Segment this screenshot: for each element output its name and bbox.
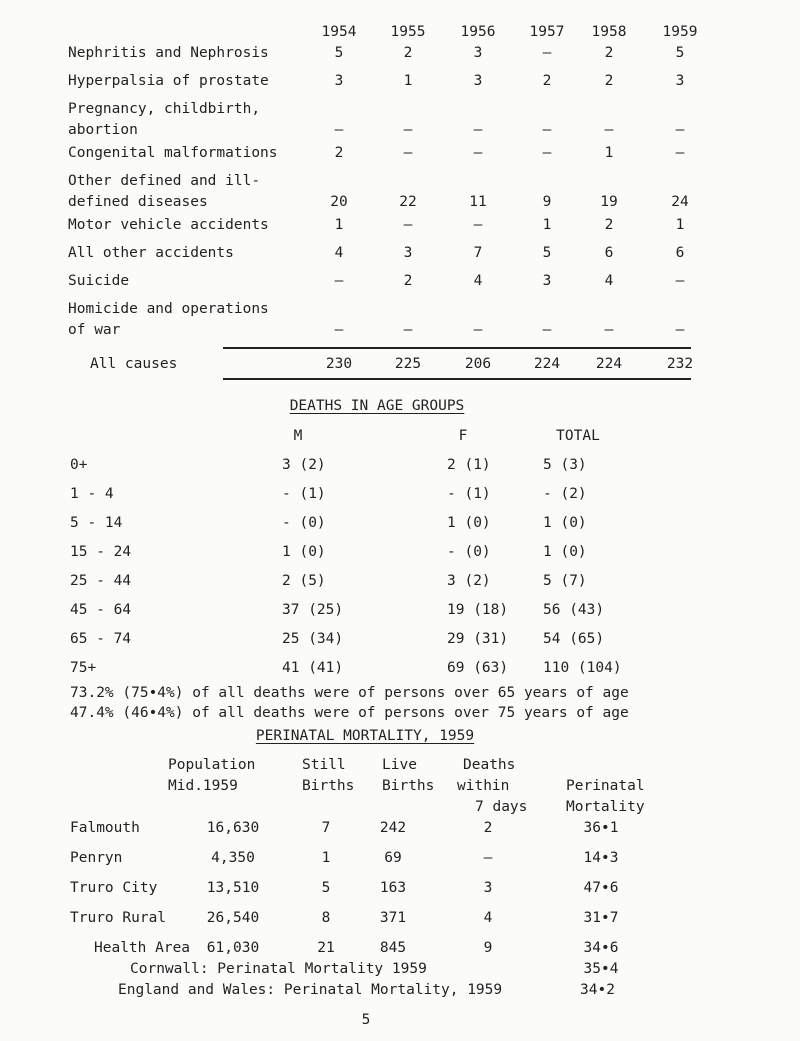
area-name: Falmouth: [70, 820, 140, 836]
england-wales-value: 34•2: [580, 982, 615, 998]
live-births: 163: [379, 880, 407, 896]
cause-value: 3: [675, 73, 685, 89]
live-births: 371: [379, 910, 407, 926]
cause-value: 2: [604, 217, 614, 233]
cause-value: 5: [675, 45, 685, 61]
cause-value: 24: [671, 194, 689, 210]
deaths-within-7-days: 4: [483, 910, 493, 926]
population: 13,510: [206, 880, 260, 896]
female-deaths: 1 (0): [447, 515, 491, 531]
cause-label: abortion: [68, 122, 138, 138]
cause-label: Congenital malformations: [68, 145, 278, 161]
cause-value: –: [334, 273, 344, 289]
cause-value: –: [675, 145, 685, 161]
cause-value: –: [542, 322, 552, 338]
still-births: 1: [321, 850, 331, 866]
total-deaths: 1 (0): [543, 515, 587, 531]
cause-value: 3: [473, 73, 483, 89]
cause-value: –: [403, 122, 413, 138]
perinatal-rate: 36•1: [583, 820, 619, 836]
male-deaths: 3 (2): [282, 457, 326, 473]
deaths-within-7-days: 3: [483, 880, 493, 896]
female-deaths: 69 (63): [447, 660, 509, 676]
still-births: 5: [321, 880, 331, 896]
population: 4,350: [211, 850, 255, 866]
header-female: F: [458, 428, 468, 444]
cause-value: 2: [403, 45, 413, 61]
header-deaths: within: [457, 778, 510, 794]
header-male: M: [293, 428, 303, 444]
cause-value: –: [675, 122, 685, 138]
age-band: 1 - 4: [70, 486, 114, 502]
male-deaths: 2 (5): [282, 573, 326, 589]
cause-value: 20: [330, 194, 348, 210]
cause-value: –: [604, 122, 614, 138]
deaths-within-7-days: 2: [483, 820, 493, 836]
header-still-births: Births: [302, 778, 355, 794]
cause-value: –: [473, 122, 483, 138]
total-deaths: 54 (65): [543, 631, 605, 647]
cause-value: 3: [542, 273, 552, 289]
cause-value: 6: [675, 245, 685, 261]
still-births: 8: [321, 910, 331, 926]
cause-value: 2: [542, 73, 552, 89]
header-deaths: Deaths: [463, 757, 516, 773]
cause-label: of war: [68, 322, 121, 338]
header-population: Mid.1959: [168, 778, 238, 794]
cause-value: 19: [600, 194, 618, 210]
cause-label: defined diseases: [68, 194, 208, 210]
cause-value: 1: [675, 217, 685, 233]
cause-value: 2: [403, 273, 413, 289]
england-wales-label: England and Wales: Perinatal Mortality, 1959: [118, 982, 503, 998]
cause-value: 4: [604, 273, 614, 289]
cause-value: 5: [334, 45, 344, 61]
perinatal-rate: 47•6: [583, 880, 619, 896]
male-deaths: 25 (34): [282, 631, 344, 647]
cause-label: Pregnancy, childbirth,: [68, 101, 261, 117]
cornwall-value: 35•4: [583, 961, 619, 977]
cause-value: 1: [403, 73, 413, 89]
cause-value: 22: [399, 194, 417, 210]
perinatal-title: PERINATAL MORTALITY, 1959: [255, 728, 475, 744]
total-bottom-rule: [223, 378, 691, 380]
cause-value: 11: [469, 194, 487, 210]
still-births: 21: [317, 940, 335, 956]
header-live-births: Births: [382, 778, 435, 794]
cause-value: –: [675, 322, 685, 338]
male-deaths: - (1): [282, 486, 326, 502]
total-deaths: 56 (43): [543, 602, 605, 618]
male-deaths: 1 (0): [282, 544, 326, 560]
cause-value: –: [334, 322, 344, 338]
cause-value: –: [403, 145, 413, 161]
cause-value: 1: [604, 145, 614, 161]
cause-label: Hyperpalsia of prostate: [68, 73, 269, 89]
perinatal-rate: 34•6: [583, 940, 619, 956]
cause-value: –: [334, 122, 344, 138]
age-groups-title: DEATHS IN AGE GROUPS: [289, 398, 465, 414]
live-births: 845: [379, 940, 407, 956]
cause-value: 4: [473, 273, 483, 289]
area-name: Truro City: [70, 880, 158, 896]
female-deaths: 2 (1): [447, 457, 491, 473]
cause-value: –: [473, 145, 483, 161]
area-name: Penryn: [70, 850, 123, 866]
all-causes-value: 224: [595, 356, 623, 372]
still-births: 7: [321, 820, 331, 836]
female-deaths: - (1): [447, 486, 491, 502]
perinatal-rate: 14•3: [583, 850, 619, 866]
male-deaths: 41 (41): [282, 660, 344, 676]
age-band: 45 - 64: [70, 602, 132, 618]
year-header: 1959: [662, 24, 698, 40]
cause-value: –: [604, 322, 614, 338]
area-name: Health Area: [94, 940, 191, 956]
total-deaths: 110 (104): [543, 660, 622, 676]
note-over-65: 73.2% (75•4%) of all deaths were of persons over 65 years of age: [70, 685, 629, 701]
population: 61,030: [206, 940, 260, 956]
cause-value: 3: [334, 73, 344, 89]
cause-label: Motor vehicle accidents: [68, 217, 269, 233]
year-header: 1957: [529, 24, 565, 40]
cause-value: 3: [473, 45, 483, 61]
header-still-births: Still: [302, 757, 346, 773]
total-deaths: - (2): [543, 486, 587, 502]
live-births: 69: [384, 850, 402, 866]
cause-value: 3: [403, 245, 413, 261]
cause-value: –: [473, 217, 483, 233]
year-header: 1956: [460, 24, 496, 40]
header-perinatal: Mortality: [566, 799, 645, 815]
year-header: 1954: [321, 24, 357, 40]
header-perinatal: Perinatal: [566, 778, 645, 794]
page-number: 5: [361, 1012, 371, 1028]
cause-value: 1: [334, 217, 344, 233]
cause-value: –: [403, 217, 413, 233]
all-causes-value: 230: [325, 356, 353, 372]
header-population: Population: [168, 757, 256, 773]
cause-value: 4: [334, 245, 344, 261]
all-causes-label: All causes: [90, 356, 178, 372]
cause-label: Nephritis and Nephrosis: [68, 45, 269, 61]
age-band: 5 - 14: [70, 515, 123, 531]
deaths-within-7-days: 9: [483, 940, 493, 956]
cause-value: 2: [604, 73, 614, 89]
male-deaths: 37 (25): [282, 602, 344, 618]
all-causes-value: 224: [533, 356, 561, 372]
cause-value: 1: [542, 217, 552, 233]
header-live-births: Live: [382, 757, 417, 773]
age-band: 65 - 74: [70, 631, 132, 647]
cause-label: Other defined and ill-: [68, 173, 261, 189]
age-band: 15 - 24: [70, 544, 132, 560]
area-name: Truro Rural: [70, 910, 167, 926]
note-over-75: 47.4% (46•4%) of all deaths were of persons over 75 years of age: [70, 705, 629, 721]
cause-value: 6: [604, 245, 614, 261]
total-deaths: 5 (3): [543, 457, 587, 473]
year-header: 1955: [390, 24, 426, 40]
age-band: 75+: [70, 660, 97, 676]
cause-value: –: [542, 122, 552, 138]
population: 16,630: [206, 820, 260, 836]
cause-value: –: [403, 322, 413, 338]
all-causes-value: 206: [464, 356, 492, 372]
female-deaths: 29 (31): [447, 631, 509, 647]
deaths-within-7-days: –: [483, 850, 493, 866]
cause-label: All other accidents: [68, 245, 234, 261]
cause-value: 7: [473, 245, 483, 261]
cause-value: 5: [542, 245, 552, 261]
cause-label: Homicide and operations: [68, 301, 269, 317]
live-births: 242: [379, 820, 407, 836]
cause-value: –: [542, 45, 552, 61]
cause-value: 9: [542, 194, 552, 210]
female-deaths: 19 (18): [447, 602, 509, 618]
total-top-rule: [223, 347, 691, 349]
cause-value: –: [675, 273, 685, 289]
cause-value: –: [542, 145, 552, 161]
age-band: 25 - 44: [70, 573, 132, 589]
female-deaths: 3 (2): [447, 573, 491, 589]
cornwall-label: Cornwall: Perinatal Mortality 1959: [130, 961, 427, 977]
total-deaths: 5 (7): [543, 573, 587, 589]
cause-value: 2: [604, 45, 614, 61]
year-header: 1958: [591, 24, 627, 40]
all-causes-value: 232: [666, 356, 694, 372]
perinatal-rate: 31•7: [583, 910, 619, 926]
total-deaths: 1 (0): [543, 544, 587, 560]
cause-label: Suicide: [68, 273, 130, 289]
header-deaths: 7 days: [475, 799, 528, 815]
age-band: 0+: [70, 457, 88, 473]
male-deaths: - (0): [282, 515, 326, 531]
population: 26,540: [206, 910, 260, 926]
cause-value: 2: [334, 145, 344, 161]
header-total: TOTAL: [556, 428, 600, 444]
cause-value: –: [473, 322, 483, 338]
all-causes-value: 225: [394, 356, 422, 372]
female-deaths: - (0): [447, 544, 491, 560]
